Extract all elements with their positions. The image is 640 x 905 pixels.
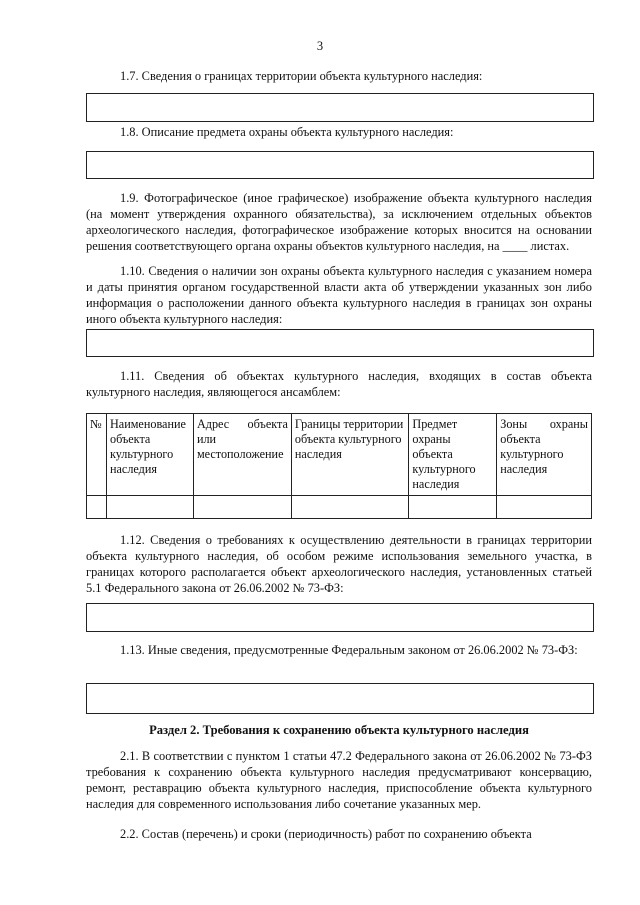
paragraph-1-10 bbox=[86, 263, 592, 327]
field-1-12[interactable] bbox=[86, 603, 594, 632]
table-cell[interactable] bbox=[87, 496, 107, 519]
ensemble-objects-table bbox=[86, 413, 592, 519]
paragraph-2-2-text: 2.2. Состав (перечень) и сроки (периодичность) работ по сохранению объекта bbox=[120, 827, 532, 841]
paragraph-1-10-text: 1.10. Сведения о наличии зон охраны объекта культурного наследия с указанием номера и даты принятия органом государственной власти акта об утверждении указанных зон либо информация о расположении данного объекта культурного наследия в границах зон охраны иного объекта культурного наследия: bbox=[86, 264, 592, 326]
paragraph-2-1 bbox=[86, 748, 592, 812]
paragraph-1-11-text: 1.11. Сведения об объектах культурного наследия, входящих в состав объекта культурного наследия, являющегося ансамблем: bbox=[86, 369, 592, 399]
table-header-row bbox=[87, 414, 592, 496]
table-cell[interactable] bbox=[193, 496, 291, 519]
paragraph-1-11 bbox=[86, 368, 592, 400]
paragraph-2-2 bbox=[86, 826, 592, 842]
paragraph-1-9-text: 1.9. Фотографическое (иное графическое) изображение объекта культурного наследия (на момент утверждения охранного обязательства), за исключением отдельных объектов археологического наследия, фотографическое изображение которых вносится на основании решения соответствующего органа охраны объектов культурного наследия, на ____ листах. bbox=[86, 191, 592, 253]
table-cell[interactable] bbox=[409, 496, 497, 519]
paragraph-1-8-text: 1.8. Описание предмета охраны объекта культурного наследия: bbox=[120, 125, 454, 139]
table-header-cell: Предмет охраны объекта культурного наследия bbox=[409, 414, 497, 496]
section-2-title: Раздел 2. Требования к сохранению объекта культурного наследия bbox=[149, 723, 529, 737]
paragraph-1-7-text: 1.7. Сведения о границах территории объекта культурного наследия: bbox=[120, 69, 483, 83]
table-header-cell: Зоны охраны объекта культурного наследия bbox=[497, 414, 592, 496]
page-number: 3 bbox=[316, 39, 324, 53]
paragraph-1-8 bbox=[86, 124, 592, 140]
table-row bbox=[87, 496, 592, 519]
table-header-cell: Наименование объекта культурного наследия bbox=[106, 414, 193, 496]
paragraph-1-9 bbox=[86, 190, 592, 254]
field-1-8[interactable] bbox=[86, 151, 594, 179]
table-cell[interactable] bbox=[291, 496, 409, 519]
field-1-13[interactable] bbox=[86, 683, 594, 714]
table-cell[interactable] bbox=[497, 496, 592, 519]
table-header-cell: Адрес объекта или местоположение bbox=[193, 414, 291, 496]
field-1-7[interactable] bbox=[86, 93, 594, 122]
paragraph-1-7 bbox=[86, 68, 592, 84]
paragraph-1-12-text: 1.12. Сведения о требованиях к осуществлению деятельности в границах территории объекта культурного наследия, об особом режиме использования земельного участка, в границах которого располагается объект археологического наследия, установленных статьей 5.1 Федерального закона от 26.06.2002 № 73-ФЗ: bbox=[86, 533, 592, 595]
field-1-10[interactable] bbox=[86, 329, 594, 357]
table-header-cell: Границы территории объекта культурного наследия bbox=[291, 414, 409, 496]
paragraph-1-13-text: 1.13. Иные сведения, предусмотренные Федеральным законом от 26.06.2002 № 73-ФЗ: bbox=[120, 643, 578, 657]
table-header-cell: № bbox=[87, 414, 107, 496]
table-cell[interactable] bbox=[106, 496, 193, 519]
paragraph-1-13 bbox=[86, 642, 592, 658]
paragraph-2-1-text: 2.1. В соответствии с пунктом 1 статьи 47.2 Федерального закона от 26.06.2002 № 73-ФЗ требования к сохранению объекта культурного наследия предусматривают консервацию, ремонт, реставрацию объекта культурного наследия, приспособление объекта культурного наследия для современного использования либо сочетание указанных мер. bbox=[86, 749, 592, 811]
paragraph-1-12 bbox=[86, 532, 592, 596]
